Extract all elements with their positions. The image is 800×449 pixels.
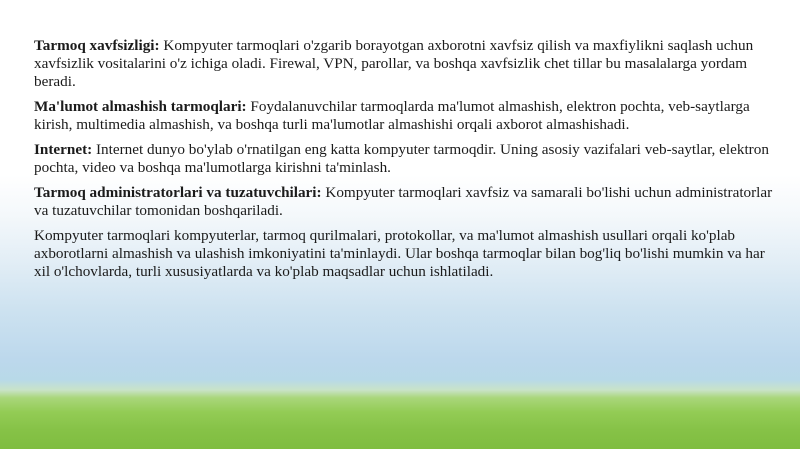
paragraph-network-administrators: [34, 184, 774, 220]
paragraph-text: Foydalanuvchilar tarmoqlarda ma'lumot almashish, elektron pochta, veb-saytlarga kirish, multimedia almashish, va boshqa turli ma'lumotlar almashishi orqali axborot almashishadi.: [34, 98, 750, 133]
paragraph-text: Kompyuter tarmoqlari kompyuterlar, tarmoq qurilmalari, protokollar, va ma'lumot almashish usullari orqali ko'plab axborotlarni almashish va ulashish imkoniyatini ta'minlaydi. Ular boshqa tarmoqlar bilan bog'liq bo'lishi mumkin va har xil o'lchovlarda, turli xususiyatlarda va ko'plab maqsadlar uchun ishlatiladi.: [34, 227, 765, 280]
term-internet: Internet:: [34, 141, 93, 158]
paragraph-text: Internet dunyo bo'ylab o'rnatilgan eng katta kompyuter tarmoqdir. Uning asosiy vazifalari veb-saytlar, elektron pochta, video va boshqa ma'lumotlarga kirishni ta'minlash.: [34, 141, 769, 176]
paragraph-internet: [34, 141, 774, 177]
slide-text-body: [34, 37, 774, 288]
term-network-administrators: Tarmoq administratorlari va tuzatuvchilari:: [34, 184, 322, 201]
term-network-security: Tarmoq xavfsizligi:: [34, 37, 160, 54]
paragraph-text: Kompyuter tarmoqlari xavfsiz va samarali bo'lishi uchun administratorlar va tuzatuvchilar tomonidan boshqariladi.: [34, 184, 773, 219]
paragraph-summary: [34, 227, 774, 281]
paragraph-network-security: [34, 37, 774, 91]
paragraph-data-exchange-networks: [34, 98, 774, 134]
paragraph-text: Kompyuter tarmoqlari o'zgarib borayotgan axborotni xavfsiz qilish va maxfiylikni saqlash uchun xavfsizlik vositalarini o'z ichiga oladi. Firewal, VPN, parollar, va boshqa xavfsizlik chet tillar bu masalalarga yordam beradi.: [34, 37, 754, 90]
term-data-exchange-networks: Ma'lumot almashish tarmoqlari:: [34, 98, 247, 115]
